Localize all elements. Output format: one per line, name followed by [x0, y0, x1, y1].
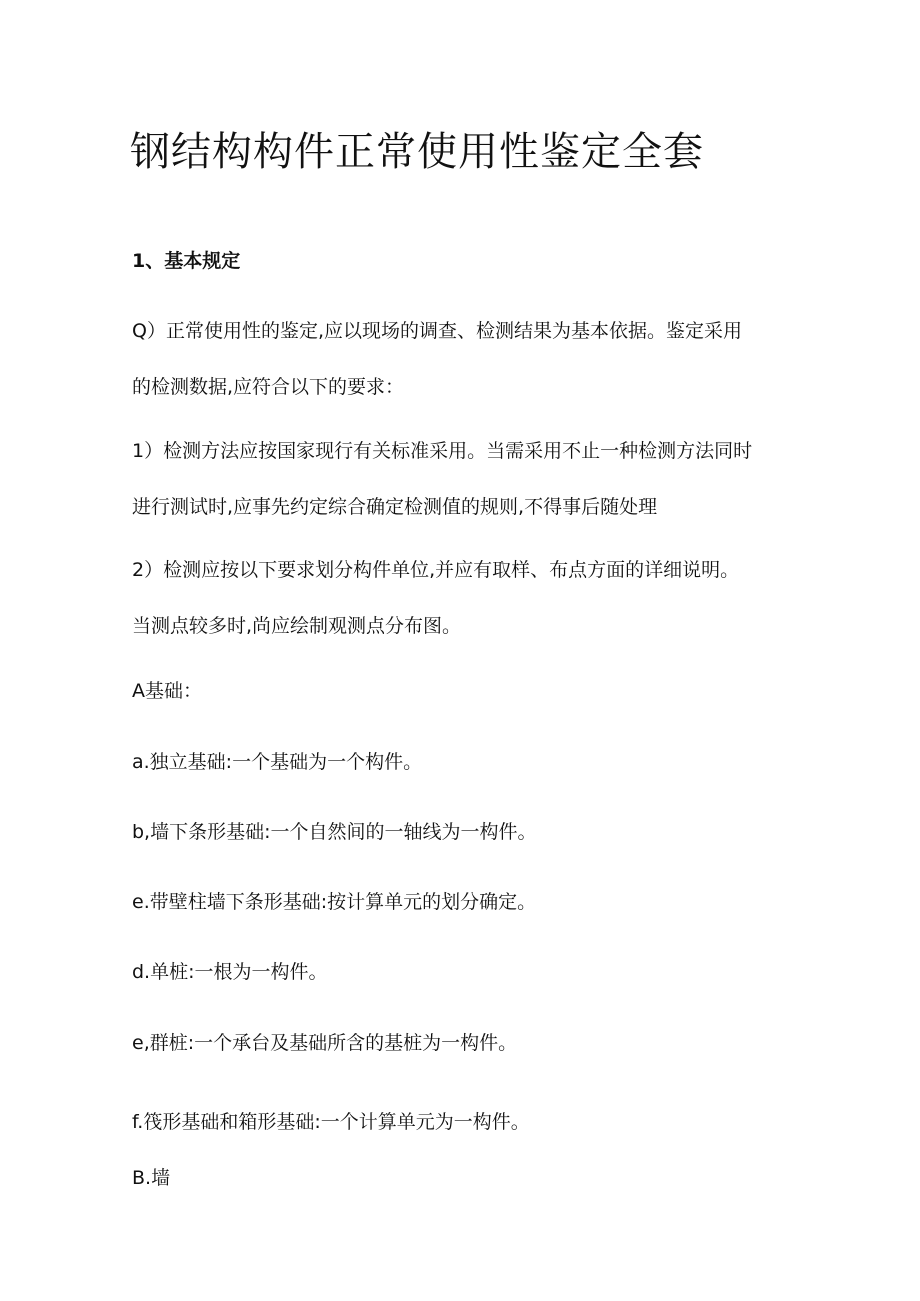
list-item-e2 — [132, 1028, 792, 1058]
paragraph-line: f.筏形基础和箱形基础:一个计算单元为一构件。 — [132, 1111, 530, 1133]
list-item-e1 — [132, 887, 792, 917]
paragraph-line: b,墙下条形基础:一个自然间的一轴线为一构件。 — [132, 821, 537, 843]
paragraph-a-foundation — [132, 676, 792, 706]
paragraph-b-wall — [132, 1163, 792, 1193]
list-item-a — [132, 747, 792, 777]
paragraph-line: e,群桩:一个承台及基础所含的基桩为一构件。 — [132, 1032, 518, 1054]
paragraph-line: 的检测数据,应符合以下的要求： — [132, 376, 405, 398]
section-heading: 1、基本规定 — [132, 250, 241, 272]
list-item-d — [132, 957, 792, 987]
paragraph-line: e.带壁柱墙下条形基础:按计算单元的划分确定。 — [132, 891, 537, 913]
paragraph-line: d.单桩:一根为一构件。 — [132, 961, 328, 983]
paragraph-line: a.独立基础:一个基础为一个构件。 — [132, 751, 423, 773]
paragraph-line: 2）检测应按以下要求划分构件单位,并应有取样、布点方面的详细说明。 — [132, 559, 740, 581]
list-item-f — [132, 1107, 792, 1137]
paragraph-line: A基础： — [132, 680, 202, 702]
document-title: 钢结构构件正常使用性鉴定全套 — [130, 129, 704, 175]
paragraph-q — [132, 316, 792, 402]
paragraph-line: 当测点较多时,尚应绘制观测点分布图。 — [132, 615, 462, 637]
paragraph-line: B.墙 — [132, 1167, 171, 1189]
paragraph-line: 1）检测方法应按国家现行有关标准采用。当需采用不止一种检测方法同时 — [132, 440, 753, 462]
list-item-b — [132, 817, 792, 847]
paragraph-2 — [132, 555, 792, 641]
paragraph-line: Q）正常使用性的鉴定,应以现场的调查、检测结果为基本依据。鉴定采用 — [132, 320, 742, 342]
paragraph-line: 进行测试时,应事先约定综合确定检测值的规则,不得事后随处理 — [132, 496, 658, 518]
paragraph-1 — [132, 436, 792, 522]
